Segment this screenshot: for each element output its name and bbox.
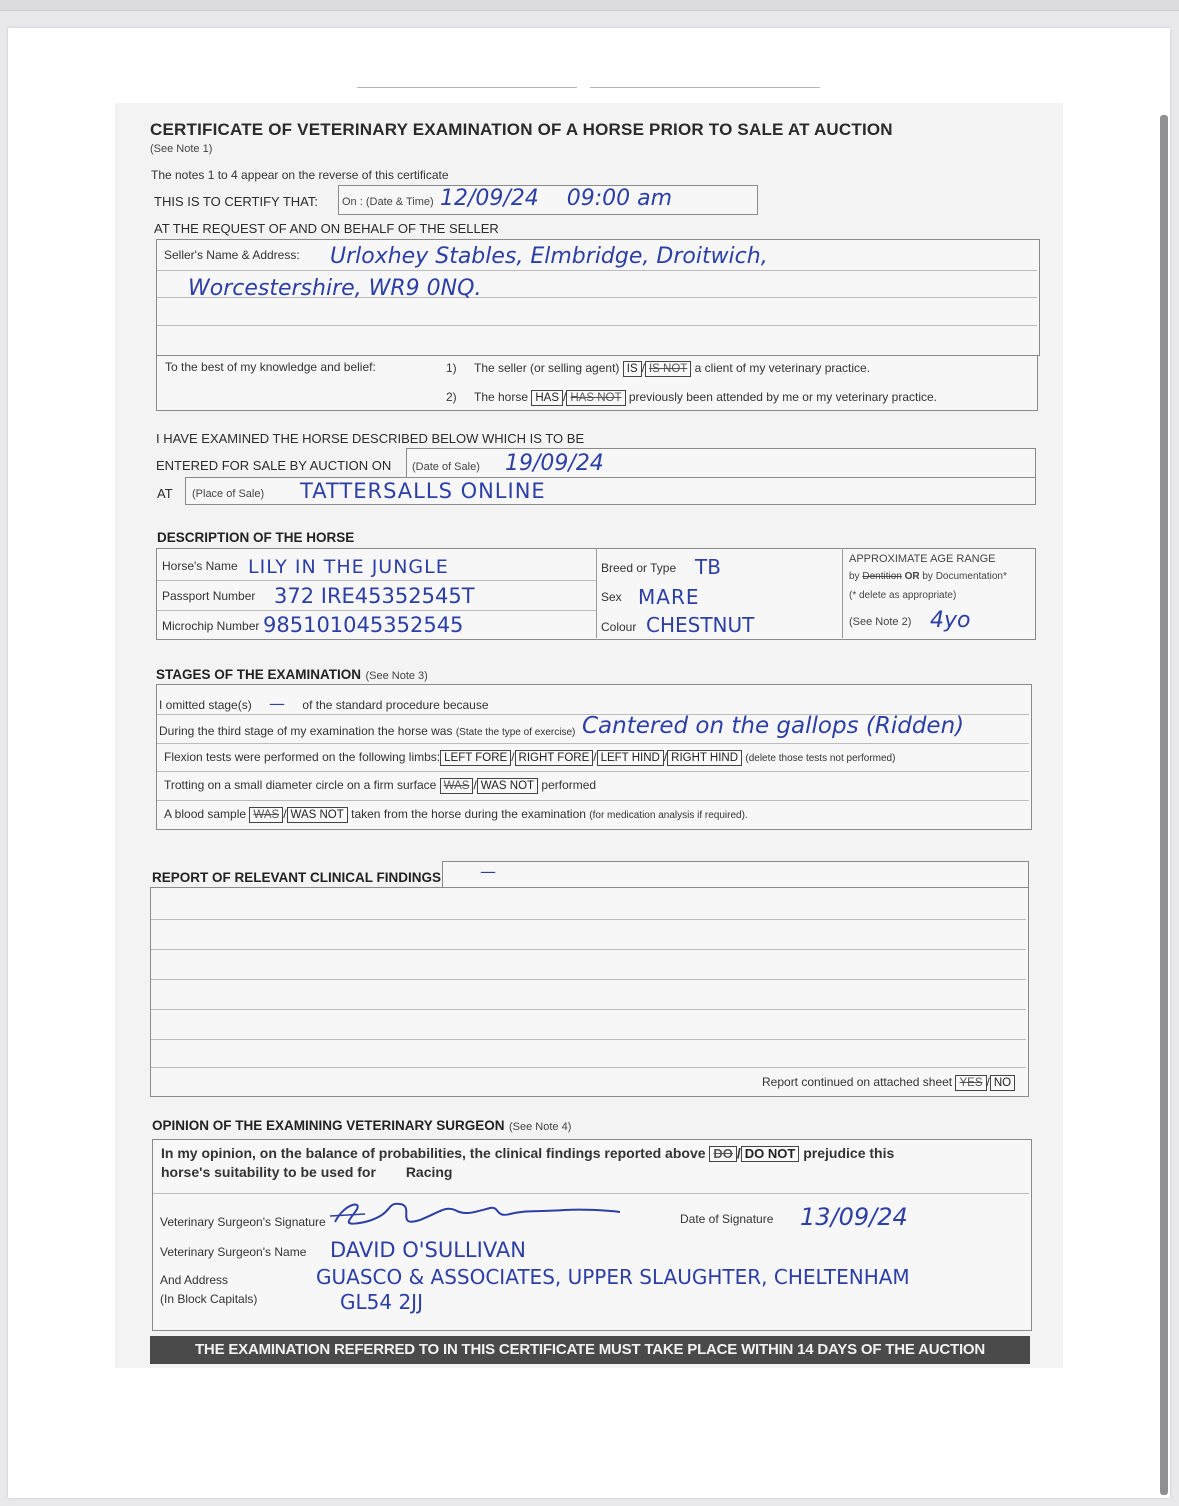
left-fore-option[interactable]: LEFT FORE xyxy=(440,750,511,766)
divider xyxy=(590,87,820,88)
sale-date-box xyxy=(406,448,1036,478)
right-hind-option[interactable]: RIGHT HIND xyxy=(667,750,742,766)
on-value: 12/09/24 09:00 am xyxy=(440,186,673,211)
trot-pre: Trotting on a small diameter circle on a firm surface xyxy=(164,778,437,792)
place-value: TATTERSALLS ONLINE xyxy=(300,479,546,503)
top-bar xyxy=(0,0,1179,11)
belief2-line: The horse HAS / HAS NOT previously been attended by me or my veterinary practice. xyxy=(474,390,937,404)
age-or: OR xyxy=(904,571,920,582)
opinion-line2: horse's suitability to be used for xyxy=(161,1164,376,1180)
blood-post: taken from the horse during the examination xyxy=(351,807,586,821)
third-stage-line xyxy=(159,724,575,738)
address-line1: GUASCO & ASSOCIATES, UPPER SLAUGHTER, CHELTENHAM xyxy=(316,1265,910,1289)
trot-was-option[interactable]: WAS xyxy=(440,778,474,794)
colour-value: CHESTNUT xyxy=(646,613,755,637)
opinion-post: prejudice this xyxy=(803,1145,895,1161)
name-label: Veterinary Surgeon's Name xyxy=(160,1245,307,1259)
horse-name-value: LILY IN THE JUNGLE xyxy=(248,556,449,578)
on-label: On : (Date & Time) xyxy=(342,196,434,208)
belief2-num: 2) xyxy=(446,390,457,404)
trot-line: Trotting on a small diameter circle on a firm surface WAS / WAS NOT performed xyxy=(164,778,597,792)
breed-value: TB xyxy=(695,555,721,579)
sex-label: Sex xyxy=(601,590,622,604)
report-yes-option[interactable]: YES xyxy=(955,1075,986,1091)
colour-label: Colour xyxy=(601,620,637,634)
address-line2: GL54 2JJ xyxy=(340,1290,423,1314)
has-option[interactable]: HAS xyxy=(531,390,563,406)
opinion-do-not-option[interactable]: DO NOT xyxy=(741,1146,800,1162)
omitted-post: of the standard procedure because xyxy=(302,698,489,712)
third-stage-value: Cantered on the gallops (Ridden) xyxy=(582,713,965,739)
stages-heading-line xyxy=(156,666,428,684)
microchip-label: Microchip Number xyxy=(162,619,260,633)
age-note: (See Note 2) xyxy=(849,616,912,628)
opinion-line1: In my opinion, on the balance of probabilities, the clinical findings reported above DO / DO NOT prejudice this xyxy=(161,1145,895,1161)
belief-label: To the best of my knowledge and belief: xyxy=(165,360,376,374)
blood-was-option[interactable]: WAS xyxy=(249,807,283,823)
belief1-post: a client of my veterinary practice. xyxy=(694,361,871,375)
age-by-pre: by xyxy=(849,571,860,582)
third-stage-small: (State the type of exercise) xyxy=(455,727,576,738)
blood-line: A blood sample WAS / WAS NOT taken from the horse during the examination (for medication analysis if required). xyxy=(164,807,748,821)
request-label: AT THE REQUEST OF AND ON BEHALF OF THE SELLER xyxy=(154,221,499,236)
sale-date-value: 19/09/24 xyxy=(505,451,604,476)
divider xyxy=(357,87,577,88)
at-label: AT xyxy=(157,486,173,501)
address-label2: (In Block Capitals) xyxy=(160,1292,258,1306)
notes-text: The notes 1 to 4 appear on the reverse of this certificate xyxy=(151,168,449,182)
name-value: DAVID O'SULLIVAN xyxy=(330,1238,526,1262)
opinion-line2-row xyxy=(161,1164,453,1180)
footer-banner: THE EXAMINATION REFERRED TO IN THIS CERTIFICATE MUST TAKE PLACE WITHIN 14 DAYS OF THE AUCTION xyxy=(150,1336,1030,1364)
sale-date-label: (Date of Sale) xyxy=(412,461,480,473)
flex-note: (delete those tests not performed) xyxy=(745,753,896,764)
blood-small: (for medication analysis if required). xyxy=(589,810,748,821)
blood-pre: A blood sample xyxy=(164,807,247,821)
age-by-doc: by Documentation* xyxy=(922,571,1007,582)
certify-label: THIS IS TO CERTIFY THAT: xyxy=(154,194,318,209)
omitted-line xyxy=(159,694,489,713)
belief1-line: The seller (or selling agent) IS / IS NOT a client of my veterinary practice. xyxy=(474,361,871,375)
belief1-pre: The seller (or selling agent) xyxy=(474,361,620,375)
age-by-line xyxy=(849,571,1007,582)
flexion-line: Flexion tests were performed on the following limbs: LEFT FORE / RIGHT FORE / LEFT HIND / RIGHT HIND (delete those tests not performed) xyxy=(164,750,896,764)
trot-was-not-option[interactable]: WAS NOT xyxy=(477,778,538,794)
belief2-post: previously been attended by me or my veterinary practice. xyxy=(628,390,937,404)
blood-was-not-option[interactable]: WAS NOT xyxy=(287,807,348,823)
age-heading: APPROXIMATE AGE RANGE xyxy=(849,553,996,565)
seller-line2: Worcestershire, WR9 0NQ. xyxy=(188,276,482,301)
belief2-pre: The horse xyxy=(474,390,529,404)
belief1-num: 1) xyxy=(446,361,457,375)
opinion-note: (See Note 4) xyxy=(509,1121,572,1133)
horse-name-label: Horse's Name xyxy=(162,559,238,573)
opinion-use: Racing xyxy=(405,1164,453,1180)
scrollbar[interactable] xyxy=(1160,115,1168,1495)
age-value: 4yo xyxy=(930,608,971,633)
left-hind-option[interactable]: LEFT HIND xyxy=(597,750,664,766)
flexion-label: Flexion tests were performed on the following limbs: xyxy=(164,750,441,764)
see-note-1: (See Note 1) xyxy=(150,143,213,155)
sex-value: MARE xyxy=(638,585,700,609)
examined-line2: ENTERED FOR SALE BY AUCTION ON xyxy=(156,458,392,473)
seller-label: Seller's Name & Address: xyxy=(164,248,300,262)
signature-image xyxy=(325,1192,625,1237)
certificate-title: CERTIFICATE OF VETERINARY EXAMINATION OF A HORSE PRIOR TO SALE AT AUCTION xyxy=(150,120,893,139)
examined-line1: I HAVE EXAMINED THE HORSE DESCRIBED BELOW WHICH IS TO BE xyxy=(156,431,585,446)
sig-date-label: Date of Signature xyxy=(680,1212,774,1226)
breed-label: Breed or Type xyxy=(601,561,677,575)
report-first-line xyxy=(442,861,1029,889)
right-fore-option[interactable]: RIGHT FORE xyxy=(515,750,594,766)
seller-line1: Urloxhey Stables, Elmbridge, Droitwich, xyxy=(330,244,768,269)
opinion-heading-line xyxy=(152,1117,571,1135)
has-not-option[interactable]: HAS NOT xyxy=(566,390,625,406)
place-label: (Place of Sale) xyxy=(192,488,265,500)
opinion-heading: OPINION OF THE EXAMINING VETERINARY SURGEON xyxy=(152,1118,505,1133)
age-dentition: Dentition xyxy=(862,571,902,582)
report-value: — xyxy=(480,862,496,881)
trot-post: performed xyxy=(541,778,597,792)
omitted-pre: I omitted stage(s) xyxy=(159,698,252,712)
omitted-value: — xyxy=(269,694,286,713)
third-stage-label: During the third stage of my examination the horse was xyxy=(159,724,453,738)
stages-heading: STAGES OF THE EXAMINATION xyxy=(156,667,362,682)
address-label: And Address xyxy=(160,1273,229,1287)
microchip-value: 985101045352545 xyxy=(263,613,464,637)
report-continued: Report continued on attached sheet xyxy=(762,1075,953,1089)
passport-value: 372 IRE45352545T xyxy=(274,584,475,608)
report-heading: REPORT OF RELEVANT CLINICAL FINDINGS xyxy=(152,870,442,885)
description-heading: DESCRIPTION OF THE HORSE xyxy=(157,530,355,545)
stages-note: (See Note 3) xyxy=(365,670,428,682)
opinion-do-option[interactable]: DO xyxy=(709,1146,737,1162)
is-not-option[interactable]: IS NOT xyxy=(645,361,691,377)
report-continued-line: Report continued on attached sheet YES / NO xyxy=(762,1075,1015,1091)
age-delete: (* delete as appropriate) xyxy=(849,590,957,601)
is-option[interactable]: IS xyxy=(623,361,642,377)
sig-date-value: 13/09/24 xyxy=(800,1203,908,1231)
passport-label: Passport Number xyxy=(162,589,256,603)
sig-label: Veterinary Surgeon's Signature xyxy=(160,1215,326,1229)
opinion-pre: In my opinion, on the balance of probabilities, the clinical findings reported above xyxy=(161,1145,706,1161)
report-no-option[interactable]: NO xyxy=(990,1075,1015,1091)
